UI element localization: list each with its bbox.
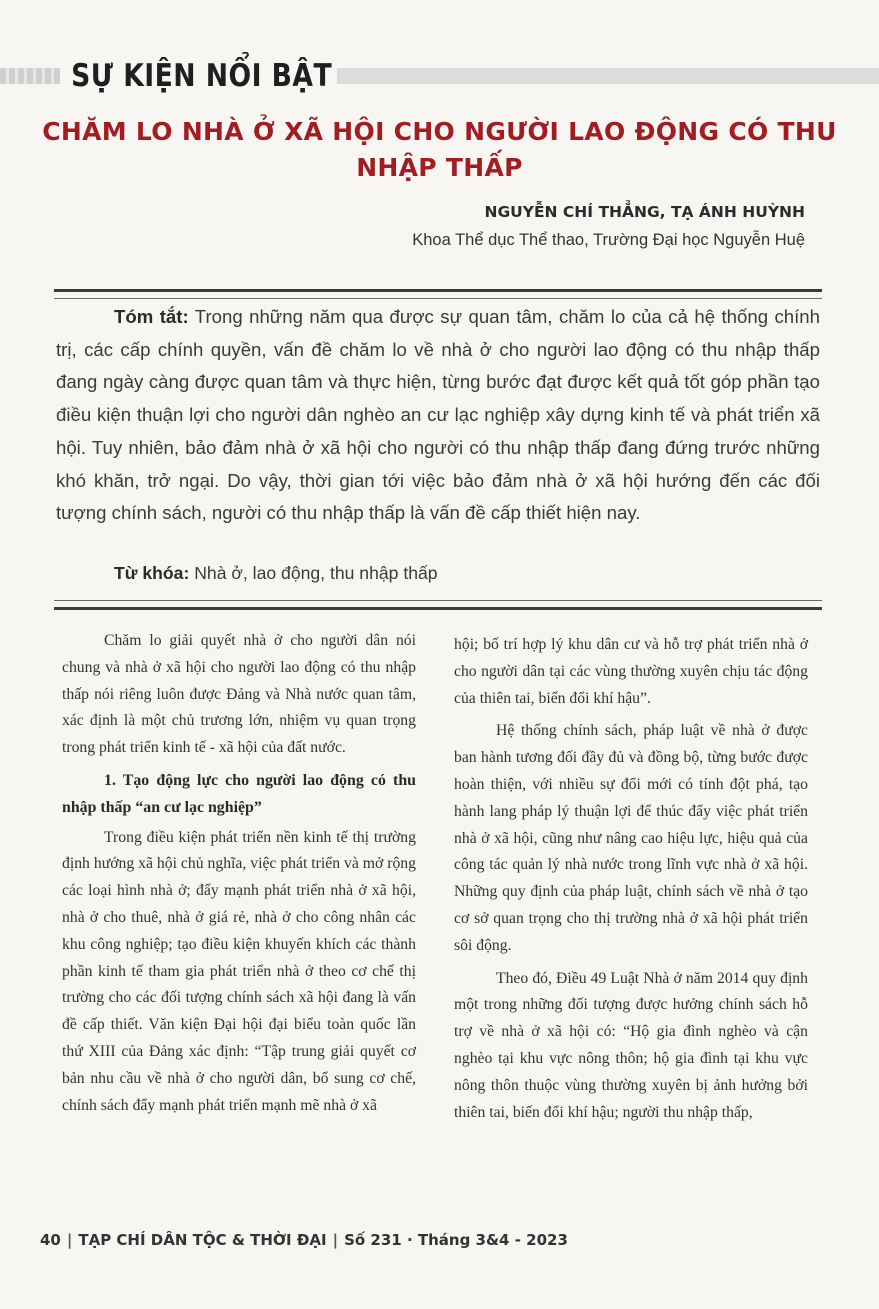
issue-info: Số 231 · Tháng 3&4 - 2023	[344, 1231, 568, 1249]
abstract-rule-bottom	[54, 600, 822, 610]
band-stripe-left	[0, 68, 60, 84]
paragraph: Theo đó, Điều 49 Luật Nhà ở năm 2014 quy định một trong những đối tượng được hưởng chính sách hỗ trợ về nhà ở xã hội có: “Hộ gia đình nghèo và cận nghèo tại khu vực nông thôn; hộ gia đình tại khu vực nông thôn thuộc vùng thường xuyên bị ảnh hưởng bởi thiên tai, biến đổi khí hậu; người thu nhập thấp,	[454, 969, 808, 1121]
paragraph: Hệ thống chính sách, pháp luật về nhà ở được ban hành tương đối đầy đủ và đồng bộ, từng bước được hoàn thiện, với nhiều sự đổi mới có tính đột phá, tạo hành lang pháp lý thuận lợi để thúc đẩy việc phát triển nhà ở xã hội, cũng như nâng cao hiệu lực, hiệu quả của công tác quản lý nhà nước trong lĩnh vực nhà ở xã hội. Những quy định của pháp luật, chính sách về nhà ở tạo cơ sở quan trọng cho thị trường nhà ở xã hội phát triển sôi động.	[454, 722, 808, 954]
abstract-rule-top	[54, 289, 822, 299]
keywords-text: Nhà ở, lao động, thu nhập thấp	[194, 563, 438, 583]
paragraph: Chăm lo giải quyết nhà ở cho người dân nói chung và nhà ở xã hội cho người lao động có thu nhập thấp nói riêng luôn được Đảng và Nhà nước quan tâm, xác định là một chủ trương lớn, nhiệm vụ quan trọng trong phát triển kinh tế - xã hội của đất nước.	[62, 632, 416, 757]
separator: |	[66, 1231, 73, 1249]
section-heading: 1. Tạo động lực cho người lao động có thu nhập thấp “an cư lạc nghiệp”	[62, 771, 416, 816]
affiliation: Khoa Thể dục Thể thao, Trường Đại học Nguyễn Huệ	[412, 231, 805, 249]
page-footer	[40, 1231, 568, 1249]
paragraph: hội; bố trí hợp lý khu dân cư và hỗ trợ phát triển nhà ở cho người dân tại các vùng thường xuyên chịu tác động của thiên tai, biến đổi khí hậu”.	[454, 636, 808, 707]
abstract-label: Tóm tắt:	[114, 306, 189, 327]
section-band	[0, 56, 879, 96]
authors: NGUYỄN CHÍ THẲNG, TẠ ÁNH HUỲNH	[484, 203, 805, 221]
body-column-left	[62, 628, 416, 1125]
abstract	[56, 301, 820, 530]
abstract-text: Trong những năm qua được sự quan tâm, chăm lo của cả hệ thống chính trị, các cấp chính quyền, vấn đề chăm lo về nhà ở cho người lao động có thu nhập thấp đang ngày càng được quan tâm và thực hiện, từng bước đạt được kết quả tốt góp phần tạo điều kiện thuận lợi cho người dân nghèo an cư lạc nghiệp xây dựng kinh tế và phát triển xã hội. Tuy nhiên, bảo đảm nhà ở xã hội cho người có thu nhập thấp đang đứng trước những khó khăn, trở ngại. Do vậy, thời gian tới việc bảo đảm nhà ở xã hội hướng đến các đối tượng chính sách, người có thu nhập thấp là vấn đề cấp thiết hiện nay.	[56, 306, 820, 524]
band-stripe-right	[312, 68, 879, 84]
keywords-label: Từ khóa:	[114, 563, 190, 583]
keywords	[114, 563, 438, 584]
page-number: 40	[40, 1231, 61, 1249]
body-column-right	[454, 632, 808, 1132]
journal-name: TẠP CHÍ DÂN TỘC & THỜI ĐẠI	[78, 1231, 327, 1249]
article-title: CHĂM LO NHÀ Ở XÃ HỘI CHO NGƯỜI LAO ĐỘNG CÓ THU NHẬP THẤP	[42, 117, 837, 182]
separator: |	[332, 1231, 339, 1249]
paragraph: Trong điều kiện phát triển nền kinh tế thị trường định hướng xã hội chủ nghĩa, việc phát triển và mở rộng các loại hình nhà ở; đẩy mạnh phát triển nhà ở xã hội, nhà ở cho thuê, nhà ở giá rẻ, nhà ở cho công nhân các khu công nghiệp; tạo điều kiện khuyến khích các thành phần kinh tế tham gia phát triển nhà ở theo cơ chế thị trường cho các đối tượng chính sách xã hội đang là vấn đề cấp thiết. Văn kiện Đại hội đại biểu toàn quốc lần thứ XIII của Đảng xác định: “Tập trung giải quyết cơ bản nhu cầu về nhà ở cho người dân, bổ sung cơ chế, chính sách đẩy mạnh phát triển mạnh mẽ nhà ở xã	[62, 828, 416, 1114]
section-label: SỰ KIỆN NỔI BẬT	[66, 56, 337, 96]
